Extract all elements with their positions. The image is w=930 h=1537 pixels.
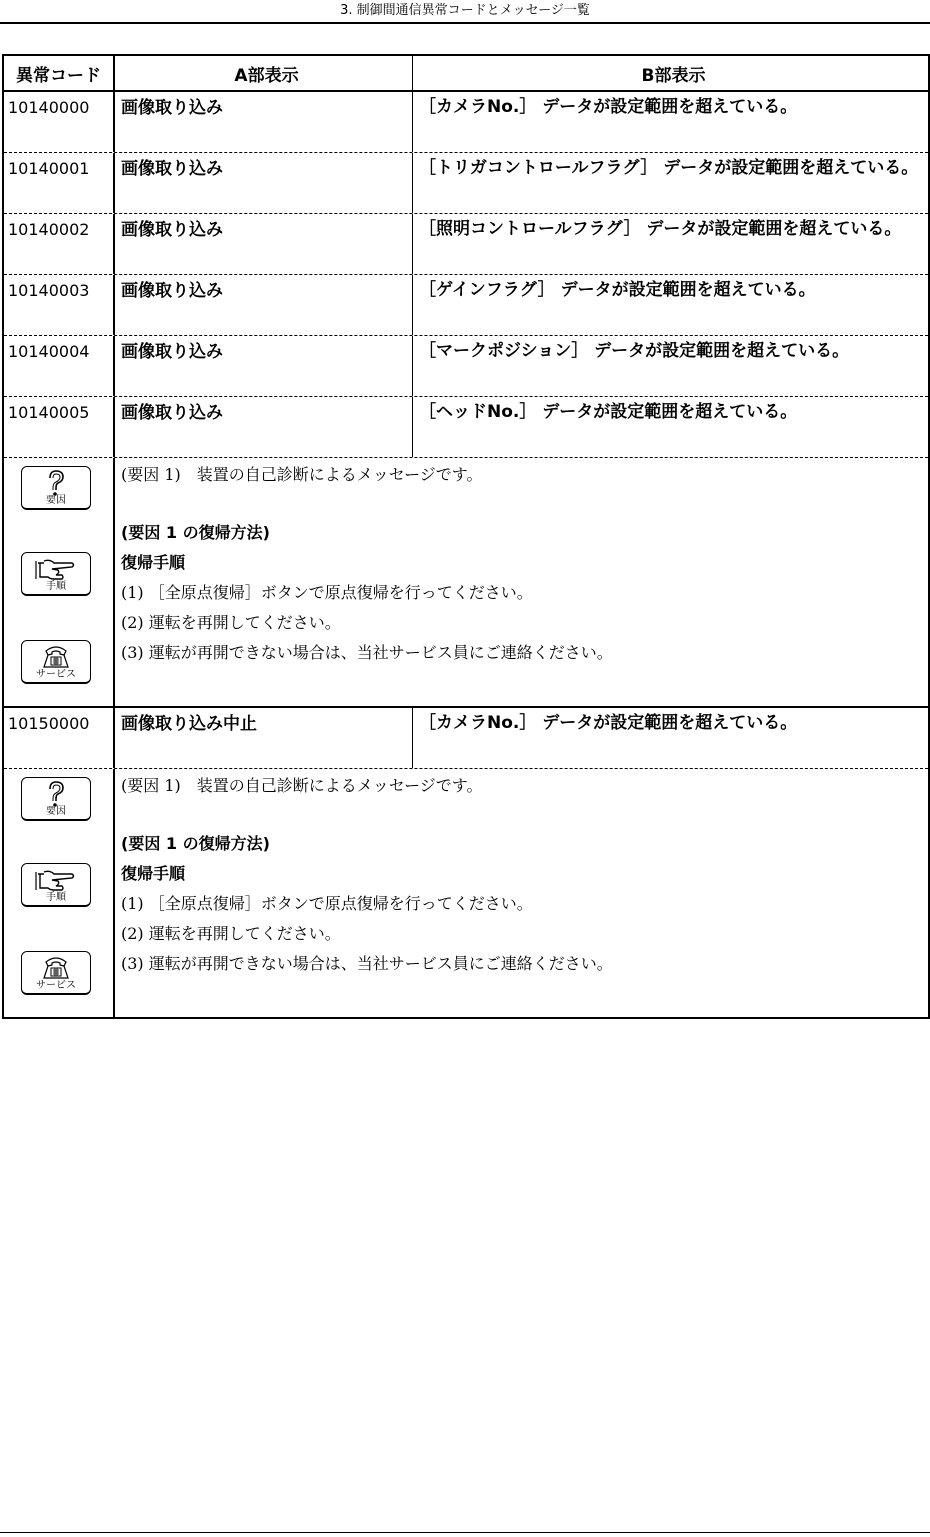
remedy-text: [115, 769, 928, 1017]
service-icon: [21, 640, 91, 684]
table-row: [4, 397, 928, 458]
table-row: [4, 153, 928, 214]
error-code: 10140005: [4, 397, 115, 457]
b-display: ［ヘッドNo.］ データが設定範囲を超えている。: [419, 402, 798, 422]
procedure-title: 復帰手順: [121, 864, 186, 883]
remedy-icons: [4, 769, 115, 1017]
header-b-display: B部表示: [641, 65, 706, 86]
header-a-display: A部表示: [115, 56, 413, 90]
a-display: 画像取り込み: [115, 397, 413, 457]
cause-text: (要因 1) 装置の自己診断によるメッセージです。: [121, 776, 483, 795]
error-code: 10140004: [4, 336, 115, 396]
service-icon-label: サービス: [36, 669, 76, 680]
recovery-title: (要因 1 の復帰方法): [121, 834, 270, 853]
remedy-text: [115, 458, 928, 706]
header-code: 異常コード: [4, 56, 115, 90]
cause-icon: [21, 777, 91, 821]
b-display: ［カメラNo.］ データが設定範囲を超えている。: [419, 713, 798, 733]
page-header: 3. 制御間通信異常コードとメッセージ一覧: [0, 0, 930, 24]
table-row: [4, 214, 928, 275]
procedure-icon-label: 手順: [46, 892, 66, 903]
a-display: 画像取り込み: [115, 214, 413, 274]
step-3: (3) 運転が再開できない場合は、当社サービス員にご連絡ください。: [121, 954, 613, 973]
procedure-title: 復帰手順: [121, 553, 186, 572]
step-3: (3) 運転が再開できない場合は、当社サービス員にご連絡ください。: [121, 643, 613, 662]
error-code: 10140003: [4, 275, 115, 335]
service-icon-label: サービス: [36, 980, 76, 991]
cause-icon: [21, 466, 91, 510]
table-row: [4, 275, 928, 336]
error-code: 10150000: [4, 708, 115, 768]
error-code: 10140002: [4, 214, 115, 274]
b-display: ［カメラNo.］ データが設定範囲を超えている。: [419, 97, 798, 117]
remedy-block: [4, 458, 928, 708]
error-code-table: [2, 54, 930, 1019]
step-2: (2) 運転を再開してください。: [121, 613, 341, 632]
b-display: ［ゲインフラグ］ データが設定範囲を超えている。: [419, 280, 816, 300]
error-code: 10140001: [4, 153, 115, 213]
cause-text: (要因 1) 装置の自己診断によるメッセージです。: [121, 465, 483, 484]
a-display: 画像取り込み: [115, 153, 413, 213]
table-row: [4, 92, 928, 153]
cause-icon-label: 要因: [46, 495, 66, 506]
b-display: ［マークポジション］ データが設定範囲を超えている。: [419, 341, 850, 361]
a-display: 画像取り込み中止: [115, 708, 413, 768]
procedure-icon: [21, 863, 91, 907]
table-row: [4, 336, 928, 397]
cause-icon-label: 要因: [46, 806, 66, 817]
a-display: 画像取り込み: [115, 275, 413, 335]
table-header-row: [4, 56, 928, 92]
step-2: (2) 運転を再開してください。: [121, 924, 341, 943]
service-icon: [21, 951, 91, 995]
recovery-title: (要因 1 の復帰方法): [121, 523, 270, 542]
b-display: ［照明コントロールフラグ］ データが設定範囲を超えている。: [419, 219, 902, 239]
error-code: 10140000: [4, 92, 115, 152]
footer-rule: [0, 1532, 930, 1533]
a-display: 画像取り込み: [115, 92, 413, 152]
remedy-block: [4, 769, 928, 1017]
a-display: 画像取り込み: [115, 336, 413, 396]
b-display: ［トリガコントロールフラグ］ データが設定範囲を超えている。: [419, 158, 919, 178]
procedure-icon: [21, 552, 91, 596]
step-1: (1) ［全原点復帰］ボタンで原点復帰を行ってください。: [121, 583, 533, 602]
remedy-icons: [4, 458, 115, 706]
procedure-icon-label: 手順: [46, 581, 66, 592]
table-row: [4, 708, 928, 769]
step-1: (1) ［全原点復帰］ボタンで原点復帰を行ってください。: [121, 894, 533, 913]
